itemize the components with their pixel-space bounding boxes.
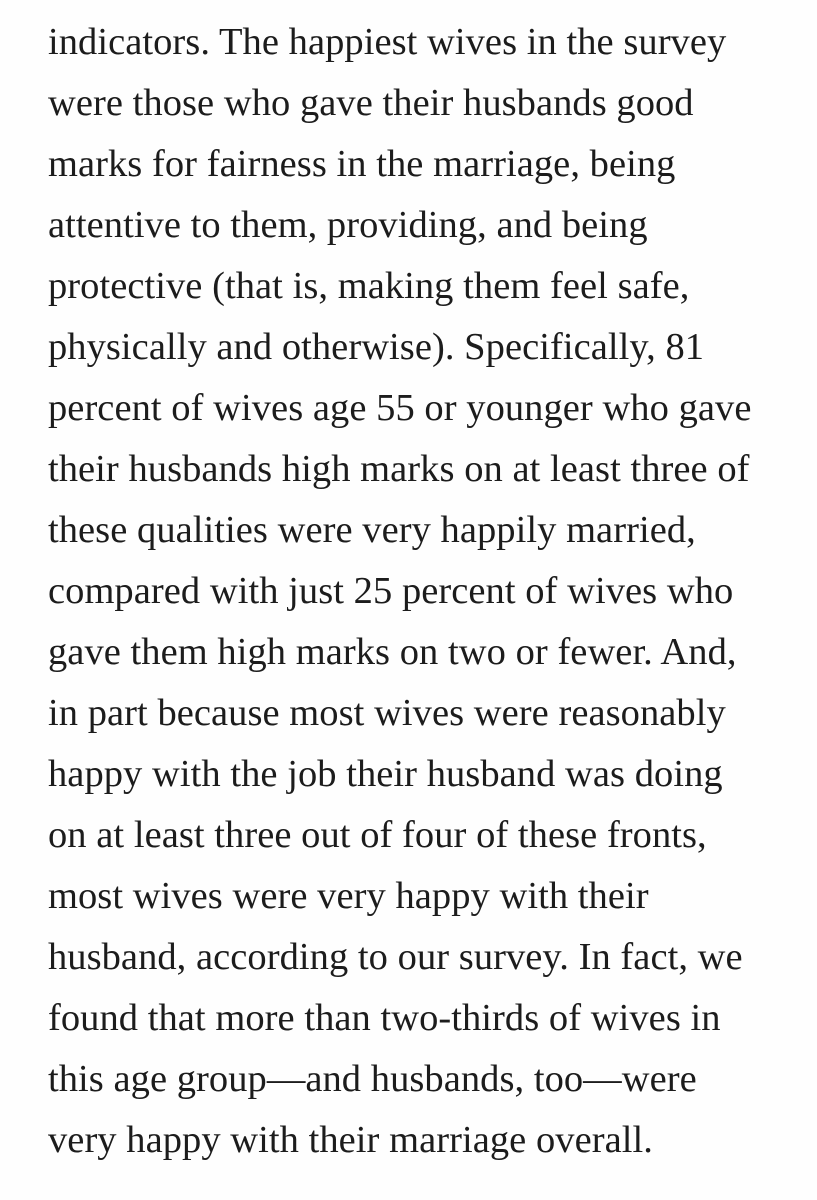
paragraph-line: husband, according to our survey. In fact, we: [48, 936, 743, 978]
paragraph-line: percent of wives age 55 or younger who gave: [48, 387, 752, 429]
paragraph-line: very happy with their marriage overall.: [48, 1119, 653, 1161]
paragraph-line: protective (that is, making them feel safe,: [48, 265, 690, 307]
paragraph-line: their husbands high marks on at least three of: [48, 448, 750, 490]
paragraph-line: found that more than two-thirds of wives in: [48, 997, 721, 1039]
paragraph-line: most wives were very happy with their: [48, 875, 649, 917]
paragraph-line: were those who gave their husbands good: [48, 82, 694, 124]
paragraph-line: marks for fairness in the marriage, being: [48, 143, 676, 185]
paragraph-line: compared with just 25 percent of wives who: [48, 570, 734, 612]
paragraph-line: these qualities were very happily married,: [48, 509, 696, 551]
paragraph-line: attentive to them, providing, and being: [48, 204, 648, 246]
paragraph-line: indicators. The happiest wives in the survey: [48, 21, 727, 63]
body-paragraph: [48, 12, 777, 1171]
paragraph-line: this age group—and husbands, too—were: [48, 1058, 697, 1100]
paragraph-line: physically and otherwise). Specifically, 81: [48, 326, 705, 368]
paragraph-line: on at least three out of four of these fronts,: [48, 814, 707, 856]
paragraph-line: in part because most wives were reasonably: [48, 692, 726, 734]
paragraph-line: happy with the job their husband was doing: [48, 753, 723, 795]
paragraph-line: gave them high marks on two or fewer. And,: [48, 631, 737, 673]
